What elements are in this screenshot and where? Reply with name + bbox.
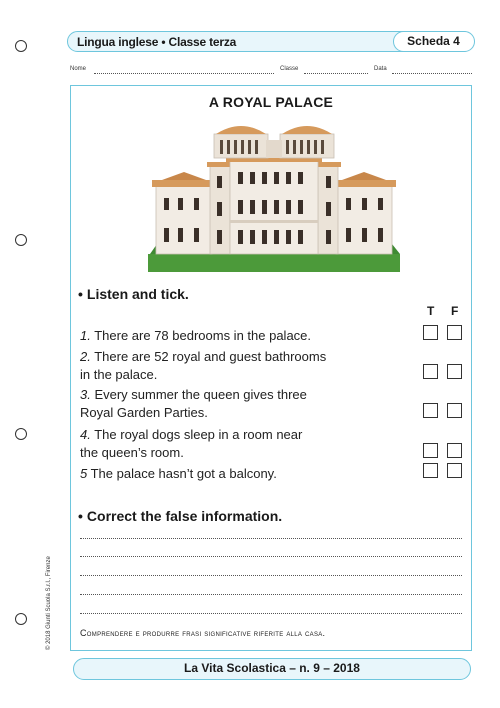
statement-4-false-checkbox[interactable] — [447, 443, 462, 458]
statement-2-true-checkbox[interactable] — [423, 364, 438, 379]
statement-number: 3. — [80, 387, 91, 402]
statement-3-true-checkbox[interactable] — [423, 403, 438, 418]
name-field[interactable] — [94, 73, 274, 74]
center-link — [266, 140, 282, 158]
left-wing-roof — [152, 180, 216, 187]
statement-4 — [80, 426, 380, 462]
bullet: • — [78, 286, 83, 302]
statement-3 — [80, 386, 380, 422]
statement-text: Every summer the queen gives three — [90, 387, 307, 402]
statement-text: The palace hasn’t got a balcony. — [87, 466, 277, 481]
binder-hole-1 — [15, 40, 27, 52]
listen-heading-text: Listen and tick. — [86, 286, 189, 302]
right-wing — [336, 186, 392, 254]
statement-1-true-checkbox[interactable] — [423, 325, 438, 340]
answer-line[interactable] — [80, 613, 462, 614]
true-column-header: T — [427, 304, 435, 318]
listen-heading — [78, 286, 189, 302]
binder-hole-3 — [15, 428, 27, 440]
statement-text: There are 52 royal and guest bathrooms — [90, 349, 327, 364]
statement-text: There are 78 bedrooms in the palace. — [90, 328, 312, 343]
date-field[interactable] — [392, 73, 472, 74]
left-dome — [216, 126, 266, 134]
statement-text-continued: in the palace. — [80, 367, 158, 382]
floor-band — [230, 220, 318, 223]
binder-hole-4 — [15, 613, 27, 625]
sheet-label: Scheda 4 — [393, 31, 475, 52]
left-tower-roof — [207, 162, 233, 167]
bullet: • — [78, 508, 83, 524]
right-pediment — [342, 172, 386, 180]
left-pediment — [162, 172, 206, 180]
palace-illustration — [148, 120, 400, 272]
worksheet-title: A ROYAL PALACE — [208, 94, 334, 110]
answer-line[interactable] — [80, 556, 462, 557]
answer-line[interactable] — [80, 594, 462, 595]
statement-5-false-checkbox[interactable] — [447, 463, 462, 478]
statement-text-continued: Royal Garden Parties. — [80, 405, 208, 420]
statement-number: 2. — [80, 349, 91, 364]
copyright-notice: © 2018 Giunti Scuola S.r.l., Firenze — [46, 556, 52, 650]
class-label: Classe — [280, 66, 299, 72]
correct-heading-text: Correct the false information. — [86, 508, 283, 524]
learning-objective: Comprendere e produrre frasi significative riferite alla casa. — [80, 628, 326, 638]
statement-3-false-checkbox[interactable] — [447, 403, 462, 418]
header-bar — [67, 31, 474, 52]
statement-number: 4. — [80, 427, 91, 442]
statement-5-true-checkbox[interactable] — [423, 463, 438, 478]
right-wing-roof — [332, 180, 396, 187]
footer-bar: La Vita Scolastica – n. 9 – 2018 — [73, 658, 471, 680]
statement-2-false-checkbox[interactable] — [447, 364, 462, 379]
statement-5 — [80, 465, 380, 483]
left-wing — [156, 186, 212, 254]
false-column-header: F — [451, 304, 459, 318]
grass-base — [148, 254, 400, 272]
student-fields — [70, 66, 474, 78]
right-tower-roof — [315, 162, 341, 167]
subject-label: Lingua inglese • Classe terza — [77, 35, 237, 49]
right-dome — [282, 126, 332, 134]
answer-line[interactable] — [80, 575, 462, 576]
statement-4-true-checkbox[interactable] — [423, 443, 438, 458]
statement-2 — [80, 348, 380, 384]
date-label: Data — [374, 66, 387, 72]
statement-number: 5 — [80, 466, 88, 481]
statement-text: The royal dogs sleep in a room near — [90, 427, 303, 442]
statement-1 — [80, 327, 380, 345]
correct-heading — [78, 508, 282, 524]
answer-line[interactable] — [80, 538, 462, 539]
statement-number: 1. — [80, 328, 91, 343]
statement-1-false-checkbox[interactable] — [447, 325, 462, 340]
statement-text-continued: the queen’s room. — [80, 445, 184, 460]
name-label: Nome — [70, 66, 87, 72]
binder-hole-2 — [15, 234, 27, 246]
class-field[interactable] — [304, 73, 368, 74]
